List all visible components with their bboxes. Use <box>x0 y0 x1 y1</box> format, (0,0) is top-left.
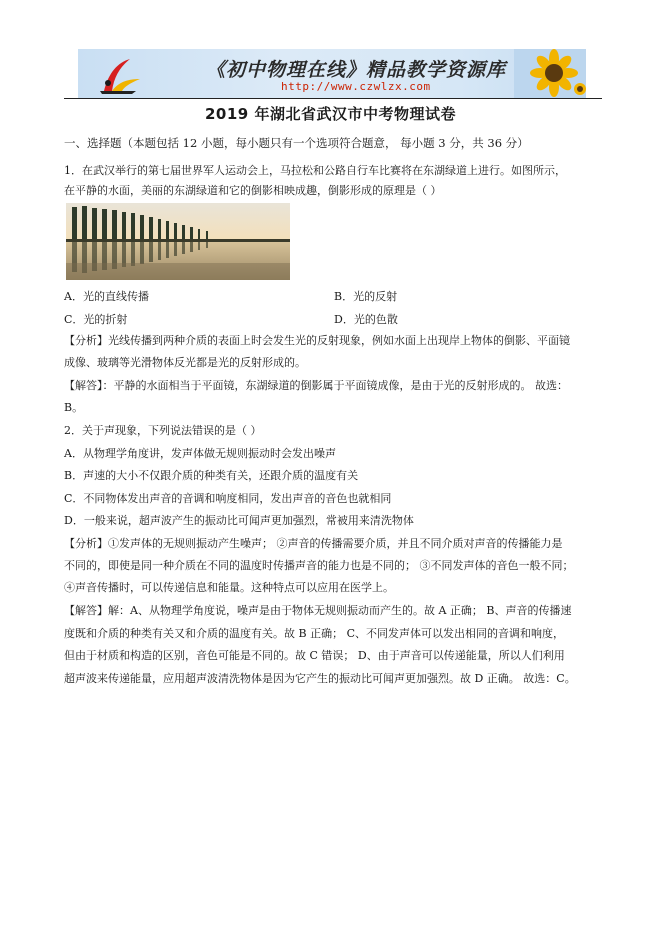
q2-answer-line2: 度既和介质的种类有关又和介质的温度有关。故 B 正确； C、不同发声体可以发出相同的音调和响度， <box>64 627 564 640</box>
header-rule <box>64 98 602 99</box>
page-title: 2019 年湖北省武汉市中考物理试卷 <box>205 105 456 123</box>
q1-analysis-line1: 【分析】光线传播到两种介质的表面上时会发生光的反射现象，例如水面上出现岸上物体的倒影、平面镜 <box>64 334 570 347</box>
q1-answer-line2: B。 <box>64 401 84 414</box>
banner-url: http://www.czwlzx.com <box>281 80 431 93</box>
q2-answer-line4: 超声波来传递能量，应用超声波清洗物体是因为它产生的振动比可闻声更加强烈。故 D 正确。 故选：C。 <box>64 672 576 685</box>
q2-answer-line1: 【解答】解：A、从物理学角度说，噪声是由于物体无规则振动而产生的。故 A 正确； B、声音的传播速 <box>64 604 572 617</box>
q1-analysis-line2: 成像、玻璃等光滑物体反光都是光的反射形成的。 <box>64 356 306 369</box>
q2-analysis-line2: 不同的，即使是同一种介质在不同的温度时传播声音的能力也是不同的； ③不同发声体的音色一般不同； <box>64 559 574 572</box>
banner-title: 《初中物理在线》精品教学资源库 <box>206 59 507 81</box>
q2-answer-line3: 但由于材质和构造的区别，音色可能是不同的。故 C 错误； D、由于声音可以传递能量，所以人们利用 <box>64 649 565 662</box>
q2-analysis-line1: 【分析】①发声体的无规则振动产生噪声； ②声音的传播需要介质，并且不同介质对声音的传播能力是 <box>64 537 563 550</box>
q2-option-c: C．不同物体发出声音的音调和响度相同，发出声音的音色也就相同 <box>64 492 392 505</box>
sunflower-icon <box>514 49 586 98</box>
q2-option-b: B．声速的大小不仅跟介质的种类有关，还跟介质的温度有关 <box>64 469 359 482</box>
lake-reflection-photo <box>66 203 290 280</box>
q2-option-a: A．从物理学角度讲，发声体做无规则振动时会发出噪声 <box>64 447 336 460</box>
q1-option-d: D．光的色散 <box>334 313 398 326</box>
section-heading: 一、选择题（本题包括 12 小题，每小题只有一个选项符合题意， 每小题 3 分，共 36 分） <box>64 136 529 150</box>
q1-stem-line1: 1．在武汉举行的第七届世界军人运动会上，马拉松和公路自行车比赛将在东湖绿道上进行。如图所示， <box>64 164 566 177</box>
q1-stem-line2: 在平静的水面，美丽的东湖绿道和它的倒影相映成趣，倒影形成的原理是（ ） <box>64 184 442 197</box>
q1-option-b: B．光的反射 <box>334 290 398 303</box>
q1-answer-line1: 【解答】：平静的水面相当于平面镜，东湖绿道的倒影属于平面镜成像，是由于光的反射形成的。 故选： <box>64 379 568 392</box>
q2-stem: 2．关于声现象，下列说法错误的是（ ） <box>64 424 262 437</box>
q1-option-c: C．光的折射 <box>64 313 128 326</box>
site-logo-icon <box>96 53 144 95</box>
q1-option-a: A．光的直线传播 <box>64 290 149 303</box>
header-banner <box>78 49 586 98</box>
q2-analysis-line3: ④声音传播时，可以传递信息和能量。这种特点可以应用在医学上。 <box>64 581 394 594</box>
q2-option-d: D．一般来说，超声波产生的振动比可闻声更加强烈，常被用来清洗物体 <box>64 514 414 527</box>
